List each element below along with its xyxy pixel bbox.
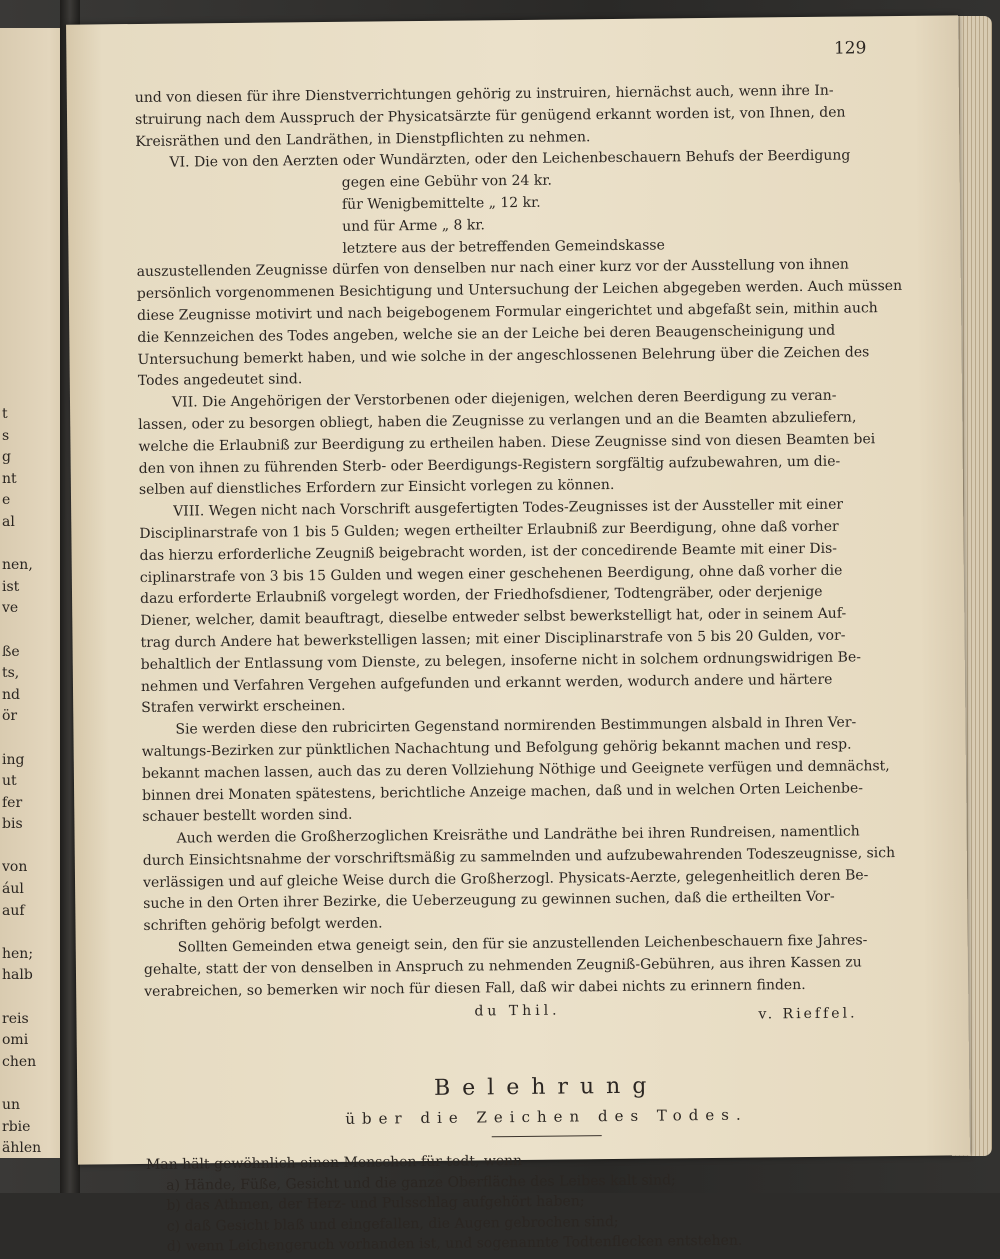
heading-rule xyxy=(492,1136,602,1138)
viii-line: Disciplinarstrafe von 1 bis 5 Gulden; wegen ertheilter Erlaubniß zur Beerdigung, ohne daß vorher xyxy=(139,518,839,542)
viii-line: dazu erforderte Erlaubniß vorgelegt worden, der Friedhofsdiener, Todtengräber, oder derjenige xyxy=(139,584,823,608)
left-page-fragment xyxy=(2,987,42,1009)
left-page-fragment: fer xyxy=(2,794,23,811)
left-page-fragment: un xyxy=(2,1097,21,1113)
viii-line: das hierzu erforderliche Zeugniß beigebracht worden, ist der concedirende Beamte mit einer Dis- xyxy=(139,540,838,564)
auch-line: suche in den Orten ihrer Bezirke, die Ueberzeugung zu gewinnen suchen, daß die ertheilten Vor- xyxy=(143,889,835,913)
left-page-fragment: bis xyxy=(2,816,23,833)
list-item: c) daß Gesicht blaß und eingefallen, die Augen gebrochen sind; xyxy=(166,1213,619,1235)
left-page-fragment: al xyxy=(2,513,15,530)
left-page-fragment: ße xyxy=(2,643,20,660)
sie-line: binnen drei Monaten spätestens, berichtliche Anzeige machen, daß und in welchen Orten Leichenbe- xyxy=(142,779,864,804)
signature-rieffel: v. Rieffel. xyxy=(758,1005,858,1023)
intro-line: struirung nach dem Ausspruch der Physicatsärzte für genügend erkannt worden ist, von Ihnen, den xyxy=(134,104,846,128)
auch-line: Auch werden die Großherzoglichen Kreisräthe und Landräthe bei ihren Rundreisen, namentlich xyxy=(176,823,860,847)
sie-line: waltungs-Bezirken zur pünktlichen Nachachtung und Befolgung gehörig bekannt machen und resp. xyxy=(141,736,852,760)
left-page-fragment: halb xyxy=(2,967,33,984)
list-item: d) wenn Leichengeruch vorhanden ist, und sogenannte Todtenflecken entstehen. xyxy=(166,1233,743,1256)
list-item: b) das Athmen, der Herz- und Pulsschlag aufgehört haben; xyxy=(166,1193,585,1215)
viii-line: nehmen und Verfahren Vergehen aufgefunden und erkannt werden, wodurch andere und härtere xyxy=(140,671,833,695)
left-page-fragment: nt xyxy=(2,470,17,487)
left-page-fragment: auf xyxy=(2,902,25,919)
section-vi-text xyxy=(137,254,940,393)
book-page xyxy=(66,15,970,1256)
left-page-fragment: s xyxy=(2,427,10,444)
left-page-text-fragments xyxy=(2,404,42,1160)
left-page-fragment: ául xyxy=(2,881,24,898)
left-page-fragment: g xyxy=(2,449,11,466)
left-page-fragment: rbie xyxy=(2,1118,31,1135)
left-page-fragment: e xyxy=(2,492,11,509)
vi-line: Untersuchung bemerkt haben, und wie solche in der angeschlossenen Belehrung über die Zeichen des xyxy=(137,343,870,368)
list-item: a) Hände, Füße, Gesicht und die ganze Oberfläche des Leibes kalt sind; xyxy=(166,1172,676,1194)
left-page-fragment: hen; xyxy=(2,945,34,962)
left-page-fragment: ts, xyxy=(2,665,20,682)
sollten-line: verabreichen, so bemerken wir noch für diesen Fall, daß wir dabei nichts zu erinnern finden. xyxy=(144,976,806,1000)
viii-line: Diener, welcher, damit beauftragt, dieselbe entweder selbst bewerkstelligt hat, oder in seinem Auf- xyxy=(140,605,847,630)
fee-schedule xyxy=(136,167,939,263)
page-number: 129 xyxy=(833,38,867,59)
auch-line: schriften gehörig befolgt werden. xyxy=(143,915,383,935)
left-page-fragment: ählen xyxy=(2,1140,42,1157)
left-page-fragment: ör xyxy=(2,708,18,725)
left-page-fragment: von xyxy=(2,859,28,876)
list-intro: Man hält gewöhnlich einen Menschen für todt, wenn xyxy=(145,1153,523,1174)
fees-line: für Wenigbemittelte „ 12 kr. xyxy=(341,194,541,213)
vii-line: den von ihnen zu führenden Sterb- oder Beerdigungs-Registern sorgfältig aufzubewahren, um die- xyxy=(138,453,841,477)
vi-line: Todes angedeutet sind. xyxy=(137,371,303,390)
sie-line: Sie werden diese den rubricirten Gegenstand normirenden Bestimmungen alsbald in Ihren Ver- xyxy=(175,714,857,738)
section-viii xyxy=(139,494,943,720)
paragraph-sollten xyxy=(144,930,947,1004)
vii-line: welche die Erlaubniß zur Beerdigung zu ertheilen haben. Diese Zeugnisse sind von diesen Beamten bei xyxy=(138,431,876,455)
vi-line: die Kennzeichen des Todes angeben, welche sie an der Leiche bei deren Beaugenscheinigung und xyxy=(137,322,836,346)
heading-belehrung: Belehrung xyxy=(433,1074,659,1102)
left-page-fragment: nd xyxy=(2,686,20,703)
intro-line: Kreisräthen und den Landräthen, in Dienstpflichten zu nehmen. xyxy=(135,128,591,150)
signature-du-thil: du Thil. xyxy=(474,1003,561,1020)
vi-line: persönlich vorgenommenen Besichtigung und Untersuchung der Leichen abgegeben werden. Auch müssen xyxy=(136,278,903,303)
fees-line: letztere aus der betreffenden Gemeindskasse xyxy=(342,237,665,257)
sie-line: bekannt machen lassen, auch das zu deren Vollziehung Nöthige und Geeignete verfügen und demnächst, xyxy=(141,757,890,782)
left-page-fragment xyxy=(2,728,42,750)
vii-line: selben auf dienstliches Erfordern zur Einsicht vorlegen zu können. xyxy=(138,477,615,499)
auch-line: durch Einsichtsnahme der vorschriftsmäßig zu sammelnden und aufzubewahrenden Todeszeugnisse, sich xyxy=(142,844,896,869)
left-page-fragment xyxy=(2,836,42,858)
viii-line: Strafen verwirkt erscheinen. xyxy=(141,698,346,717)
viii-line: ciplinarstrafe von 3 bis 15 Gulden und wegen einer geschehenen Beerdigung, ohne daß vorher die xyxy=(139,562,843,586)
left-page-fragment: ing xyxy=(2,751,25,768)
vii-line: VII. Die Angehörigen der Verstorbenen oder diejenigen, welchen deren Beerdigung zu veran- xyxy=(171,387,837,411)
paragraph-intro xyxy=(135,80,938,154)
viii-line: behaltlich der Entlassung vom Dienste, zu belegen, insoferne nicht in solchem ordnungswidrigen Be- xyxy=(140,649,861,673)
left-page-fragment: ist xyxy=(2,578,20,595)
left-page-fragment xyxy=(2,922,42,944)
left-page-fragment: ut xyxy=(2,773,17,790)
left-page-fragment xyxy=(2,1073,42,1095)
left-page-fragment: chen xyxy=(2,1053,37,1070)
vi-line: auszustellenden Zeugnisse dürfen von denselben nur nach einer kurz vor der Ausstellung von ihnen xyxy=(136,256,850,281)
left-page-fragment xyxy=(2,620,42,642)
sollten-line: Sollten Gemeinden etwa geneigt sein, den für sie anzustellenden Leichenbeschauern fixe Jahres- xyxy=(177,932,868,956)
left-page-fragment: reis xyxy=(2,1010,29,1027)
left-page-fragment: omi xyxy=(2,1032,29,1049)
page-body xyxy=(135,80,949,1258)
fees-line: und für Arme „ 8 kr. xyxy=(342,217,486,235)
section-vii xyxy=(138,385,941,502)
left-page-fragment: nen, xyxy=(2,557,33,574)
left-page-fragment: t xyxy=(2,406,8,422)
paragraph-sie-werden xyxy=(141,712,944,829)
left-page-fragment: ve xyxy=(2,600,19,617)
intro-line: und von diesen für ihre Dienstverrichtungen gehörig zu instruiren, hiernächst auch, wenn ihre In- xyxy=(134,82,834,106)
viii-line: VIII. Wegen nicht nach Vorschrift ausgefertigten Todes-Zeugnisses ist der Aussteller mit einer xyxy=(173,496,844,520)
auch-line: verlässigen und auf gleiche Weise durch die Großherzogl. Physicats-Aerzte, gelegenheitlich deren Be- xyxy=(142,867,869,891)
vii-line: lassen, oder zu besorgen obliegt, haben die Zeugnisse zu verlangen und an die Beamten abzuliefern, xyxy=(138,409,857,433)
left-page-fragment xyxy=(2,534,42,556)
sollten-line: gehalte, statt der von denselben in Anspruch zu nehmenden Zeugniß-Gebühren, aus ihren Kassen zu xyxy=(143,954,862,978)
vi-line: diese Zeugnisse motivirt und nach beigebogenem Formular eingerichtet und abgefaßt sein, mithin auch xyxy=(137,300,878,324)
sie-line: schauer bestellt worden sind. xyxy=(142,807,353,826)
paragraph-auch-werden xyxy=(142,821,945,938)
section-vi-heading: VI. Die von den Aerzten oder Wundärzten, oder den Leichenbeschauern Behufs der Beerdigung xyxy=(169,147,851,172)
heading-subtitle: über die Zeichen des Todes. xyxy=(345,1106,748,1129)
viii-line: trag durch Andere hat bewerkstelligen lassen; mit einer Disciplinarstrafe von 5 bis 20 Gulden, vor- xyxy=(140,627,846,651)
signs-of-death-list xyxy=(146,1167,949,1257)
fees-line: gegen eine Gebühr von 24 kr. xyxy=(341,172,553,192)
